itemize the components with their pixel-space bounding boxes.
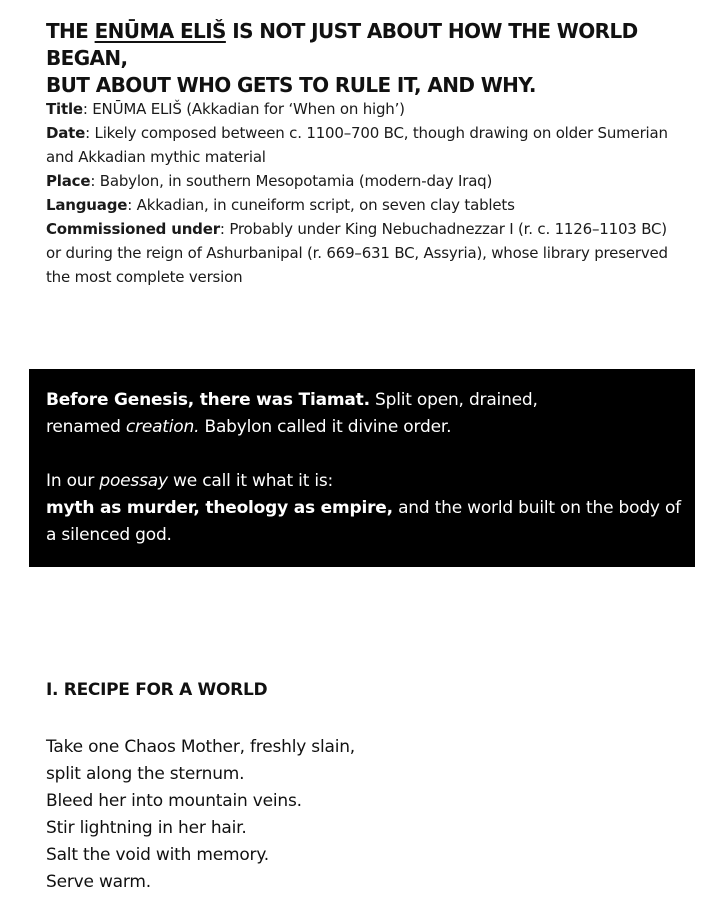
- meta-date-label: Date: [46, 124, 86, 142]
- headline: [46, 18, 686, 99]
- callout-text5: we call it what it is:: [167, 471, 334, 491]
- meta-title-value: : ENŪMA ELIŠ (Akkadian for ‘When on high’): [82, 100, 405, 118]
- callout-text1: Split open, drained,: [369, 390, 538, 410]
- callout-line4: [46, 495, 686, 549]
- callout-text3: Babylon called it divine order.: [199, 417, 452, 437]
- section-title: I. RECIPE FOR A WORLD: [46, 680, 268, 700]
- poem-line: Salt the void with memory.: [46, 845, 269, 865]
- meta-place-label: Place: [46, 172, 91, 190]
- meta-language-value: : Akkadian, in cuneiform script, on seven clay tablets: [127, 196, 515, 214]
- meta-language-label: Language: [46, 196, 128, 214]
- callout-bold2: myth as murder, theology as empire,: [46, 498, 393, 518]
- callout-text4: In our: [46, 471, 100, 491]
- callout-text2: renamed: [46, 417, 126, 437]
- callout-line2: [46, 414, 686, 441]
- poem-line: Take one Chaos Mother, freshly slain,: [46, 737, 355, 757]
- meta-title-label: Title: [46, 100, 83, 118]
- poem-line: Bleed her into mountain veins.: [46, 791, 302, 811]
- headline-line2: BUT ABOUT WHO GETS TO RULE IT, AND WHY.: [46, 73, 536, 97]
- callout-italic1: creation.: [125, 417, 200, 437]
- meta-date-value: : Likely composed between c. 1100–700 BC, though drawing on older Sumerian and Akkadian mythic material: [46, 124, 668, 166]
- meta-commissioned-value: : Probably under King Nebuchadnezzar I (r. c. 1126–1103 BC) or during the reign of Ashurbanipal (r. 669–631 BC, Assyria), whose library preserved the most complete version: [46, 220, 668, 286]
- meta-place-row: [46, 169, 686, 193]
- poem-line: Serve warm.: [46, 872, 151, 892]
- headline-prefix: THE: [46, 19, 95, 43]
- poem-line: Stir lightning in her hair.: [46, 818, 247, 838]
- callout-spacer: [46, 441, 686, 468]
- callout-bold1: Before Genesis, there was Tiamat.: [46, 390, 370, 410]
- poem-line: split along the sternum.: [46, 764, 245, 784]
- callout-italic2: poessay: [99, 471, 168, 491]
- headline-rest: IS NOT JUST ABOUT HOW THE WORLD BEGAN,: [46, 19, 638, 70]
- callout-box: [29, 369, 695, 567]
- meta-commissioned-label: Commissioned under: [46, 220, 220, 238]
- poem-body: [46, 734, 355, 896]
- meta-language-row: [46, 193, 686, 217]
- meta-date-row: [46, 121, 686, 169]
- metadata-block: [46, 97, 686, 289]
- callout-line1: [46, 387, 686, 414]
- callout-line3: [46, 468, 686, 495]
- meta-commissioned-row: [46, 217, 686, 289]
- meta-place-value: : Babylon, in southern Mesopotamia (modern-day Iraq): [90, 172, 493, 190]
- meta-title-row: [46, 97, 686, 121]
- callout-text6: and the world built on the body of a silenced god.: [46, 498, 681, 545]
- headline-title-link[interactable]: ENŪMA ELIŠ: [94, 19, 226, 43]
- callout-text: [46, 387, 686, 549]
